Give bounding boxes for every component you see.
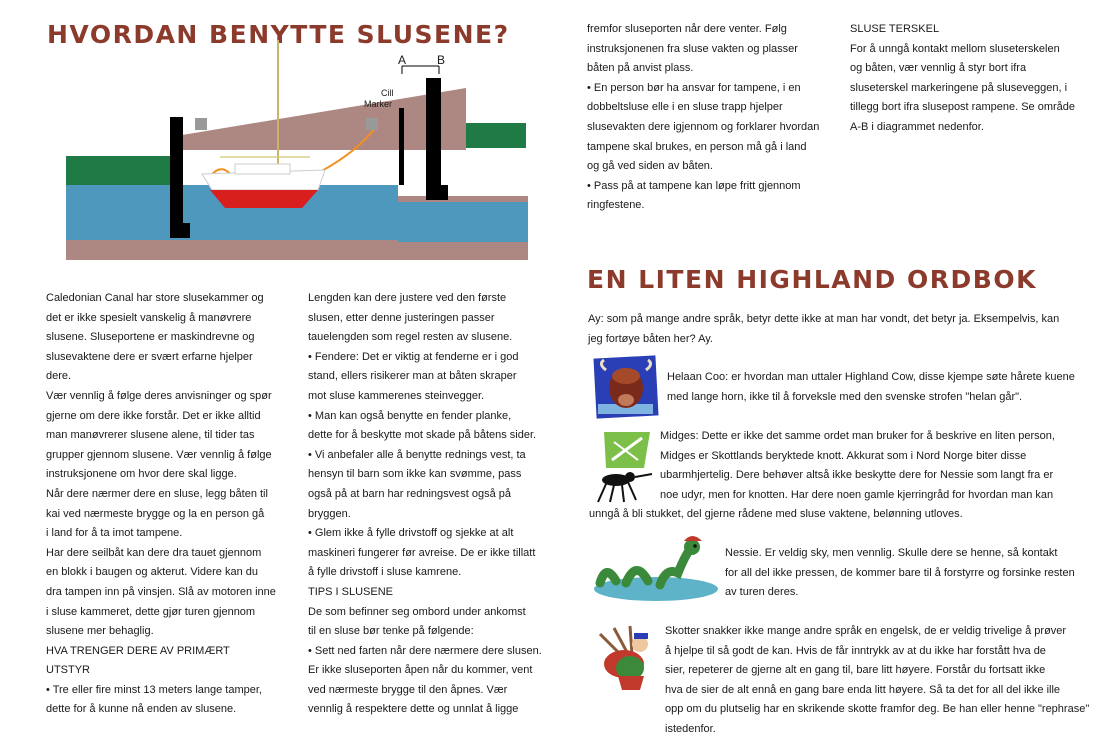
text-line: slusene. Sluseportene er maskindrevne og [46,331,255,344]
text-line: tauelengden som regel resten av slusene. [308,331,513,344]
text-line: og båten, vær vennlig å styr bort ifra [850,62,1027,75]
text-column-2 [308,289,558,720]
section-title: EN LITEN HIGHLAND ORDBOK [587,265,1037,294]
highland-cow-icon [592,354,660,420]
text-line: dere. [46,370,72,383]
text-line: i land for å ta imot tampene. [46,527,183,540]
label-a: A [398,53,407,67]
text-line: mot sluse kammerenes steinvegger. [308,389,485,402]
text-line: kai ved nærmeste brygge og la en person gå [46,507,265,520]
text-line: maskineri fungerer før avreise. De er ikke tillatt [308,546,536,559]
text-line: dra tampen inn på vinsjen. Slå av motoren inne [46,585,276,598]
lock-gate-lower [426,78,441,198]
text-line: ubarmhjertelig. Dere behøver altså ikke beskytte dere for Nessie som langt fra er [660,469,1054,482]
page-title: HVORDAN BENYTTE SLUSENE? [47,20,510,49]
text-line: • En person bør ha ansvar for tampene, i en [587,81,801,94]
lock-wall [176,88,466,150]
text-line: Midges: Dette er ikke det samme ordet man bruker for å beskrive en liten person, [660,430,1055,442]
text-line: • Sett ned farten når dere nærmere dere slusen. [308,644,542,657]
text-line: og gå ved siden av båten. [587,160,713,173]
text-line: instruksjonene om hvor dere skal ligge. [46,468,237,481]
text-line: tillegg bort ifra slusepost rampene. Se område [850,101,1076,114]
entry-midges [589,427,1098,525]
midge-icon [592,430,658,506]
text-line: fremfor sluseporten når dere venter. Følg [587,23,787,35]
cill-marker-label-2: Marker [364,99,393,109]
text-line: Helaan Coo: er hvordan man uttaler Highland Cow, disse kjempe søte hårete kuene [667,371,1075,383]
text-line: å hjelpe til så godt de kan. Hvis de får inntrykk av at du ikke har forstått hva de [665,644,1046,657]
text-line: med lange horn, ikke til å forveksle med den svenske strofen "helan går". [667,390,1023,403]
text-line: vennlig å respektere dette og unnlat å ligge [308,703,519,716]
text-line: dette for å kunne nå enden av slusene. [46,703,237,716]
text-line: Når dere nærmer dere en sluse, legg båten til [46,487,268,500]
text-line: De som befinner seg ombord under ankomst [308,605,526,618]
text-line: til en sluse bør tenke på følgende: [308,625,474,638]
boat-cabin [235,164,290,174]
text-line: i sluse kammeret, dette gjør turen gjennom [46,605,256,618]
text-line: ved nærmeste brygge til den åpnes. Vær [308,683,508,696]
label-b: B [437,53,446,67]
text-line: Nessie. Er veldig sky, men vennlig. Skulle dere se henne, så kontakt [725,547,1058,559]
entry-nessie [725,544,1097,603]
text-line: opp om du plutselig har en skrikende skotte framfor deg. Be han eller henne "rephrase" istedenfor. [665,703,1090,735]
text-line: stand, ellers risikerer man at båten skraper [308,370,517,383]
text-line: Er ikke sluseporten åpen når du kommer, vent [308,664,533,677]
grass-left [66,156,174,186]
text-line: • Glem ikke å fylle drivstoff og sjekke at alt [308,527,514,540]
text-line: båten på anvist plass. [587,62,694,75]
text-line: grupper gjennom slusene. Vær vennlig å følge [46,448,272,461]
text-line: å fylle drivstoff i sluse kamrene. [308,566,462,579]
text-line: sier, repeterer de gjerne alt en gang til, bare litt høyere. Forstår du fortsatt ikke [665,664,1046,677]
lock-gate-upper [170,117,183,237]
text-column-4 [850,20,1095,138]
text-line: slusen, etter denne justeringen passer [308,311,495,324]
intro-paragraph [588,310,1098,349]
text-line: man manøvrerer slusene alene, til tider tas [46,429,255,442]
text-line: ringfestene. [587,199,645,212]
text-line: sluseterskel markeringene på sluseveggen, i [850,81,1068,94]
text-line: Caledonian Canal har store slusekammer og [46,292,264,304]
text-column-1 [46,289,296,720]
lock-diagram [60,40,535,265]
text-line: • Man kan også benytte en fender planke, [308,409,512,422]
text-line: dobbeltsluse elle i en sluse trapp hjelper [587,101,783,114]
text-line: • Vi anbefaler alle å benytte rednings vest, ta [308,448,526,461]
text-line: For å unngå kontakt mellom sluseterskelen [850,42,1060,55]
text-line: A-B i diagrammet nedenfor. [850,120,984,133]
text-line: for all del ikke pressen, de kommer bare til å forstyrre og forsinke resten [725,566,1075,579]
section-heading: SLUSE TERSKEL [850,23,940,35]
text-line: bryggen. [308,507,351,520]
cill-post [399,108,404,185]
text-line: Lengden kan dere justere ved den første [308,292,507,304]
text-line: Har dere seilbåt kan dere dra tauet gjennom [46,546,262,559]
entry-highland-cow [667,368,1097,407]
text-line: det er ikke spesielt vanskelig å manøvrere [46,311,252,324]
text-line: unngå å bli stukket, del gjerne rådene med sluse vaktene, belønning utloves. [589,508,963,521]
text-line: av turen deres. [725,586,799,599]
text-line: slusevakten dere igjennom og forklarer hvordan [587,120,820,133]
text-line: UTSTYR [46,664,90,677]
text-line: • Pass på at tampene kan løpe fritt gjennom [587,179,801,192]
text-line: hva de sier de alt ennå en gang bare enda litt høyere. Så ta det for all del ikke ille [665,683,1061,696]
text-line: hensyn til barn som ikke kan svømme, pass [308,468,522,481]
text-line: TIPS I SLUSENE [308,585,393,598]
text-line: • Tre eller fire minst 13 meters lange tamper, [46,683,262,696]
text-line: Midges er Skottlands beryktede knott. Akkurat som i Nord Norge biter disse [660,449,1027,462]
text-line: en blokk i baugen og akterut. Videre kan du [46,566,259,579]
text-line: slusene mer behaglig. [46,625,154,638]
text-line: tampene skal brukes, en person må gå i land [587,140,807,153]
text-line: HVA TRENGER DERE AV PRIMÆRT [46,644,230,657]
entry-scots [665,622,1098,740]
text-line: • Fendere: Det er viktig at fenderne er i god [308,350,519,363]
boat-keel [210,190,318,208]
nessie-icon [592,533,720,605]
bollard-right [366,118,378,130]
bagpiper-icon [590,624,660,692]
cill-marker-label-1: Cill [381,88,394,98]
text-line: Skotter snakker ikke mange andre språk en engelsk, de er veldig trivelige å prøver [665,625,1067,637]
gate-foot-upper [170,223,190,238]
text-line: jeg fortøye båten her? Ay. [588,332,713,345]
text-line: noe udyr, men for knotten. Har dere noen gamle kjerringråd for hvordan man kan [660,488,1054,501]
text-column-3 [587,20,837,216]
text-line: gjerne om dere ikke forstår. Det er ikke alltid [46,409,261,422]
canal-water [398,202,528,242]
grass-right [466,123,526,148]
text-line: dette for å beskytte mot skade på båtens sider. [308,429,537,442]
text-line: Ay: som på mange andre språk, betyr dette ikke at man har vondt, det betyr ja. Eksempelvis, kan [588,313,1060,325]
text-line: slusevaktene dere er svært erfarne hjelper [46,350,253,363]
bollard-left [195,118,207,130]
text-line: også på at barn har redningsvest også på [308,487,512,500]
text-line: instruksjonenen fra sluse vakten og plasser [587,42,798,55]
gate-foot-lower [426,185,448,200]
text-line: Vær vennlig å følge deres anvisninger og spør [46,389,272,402]
